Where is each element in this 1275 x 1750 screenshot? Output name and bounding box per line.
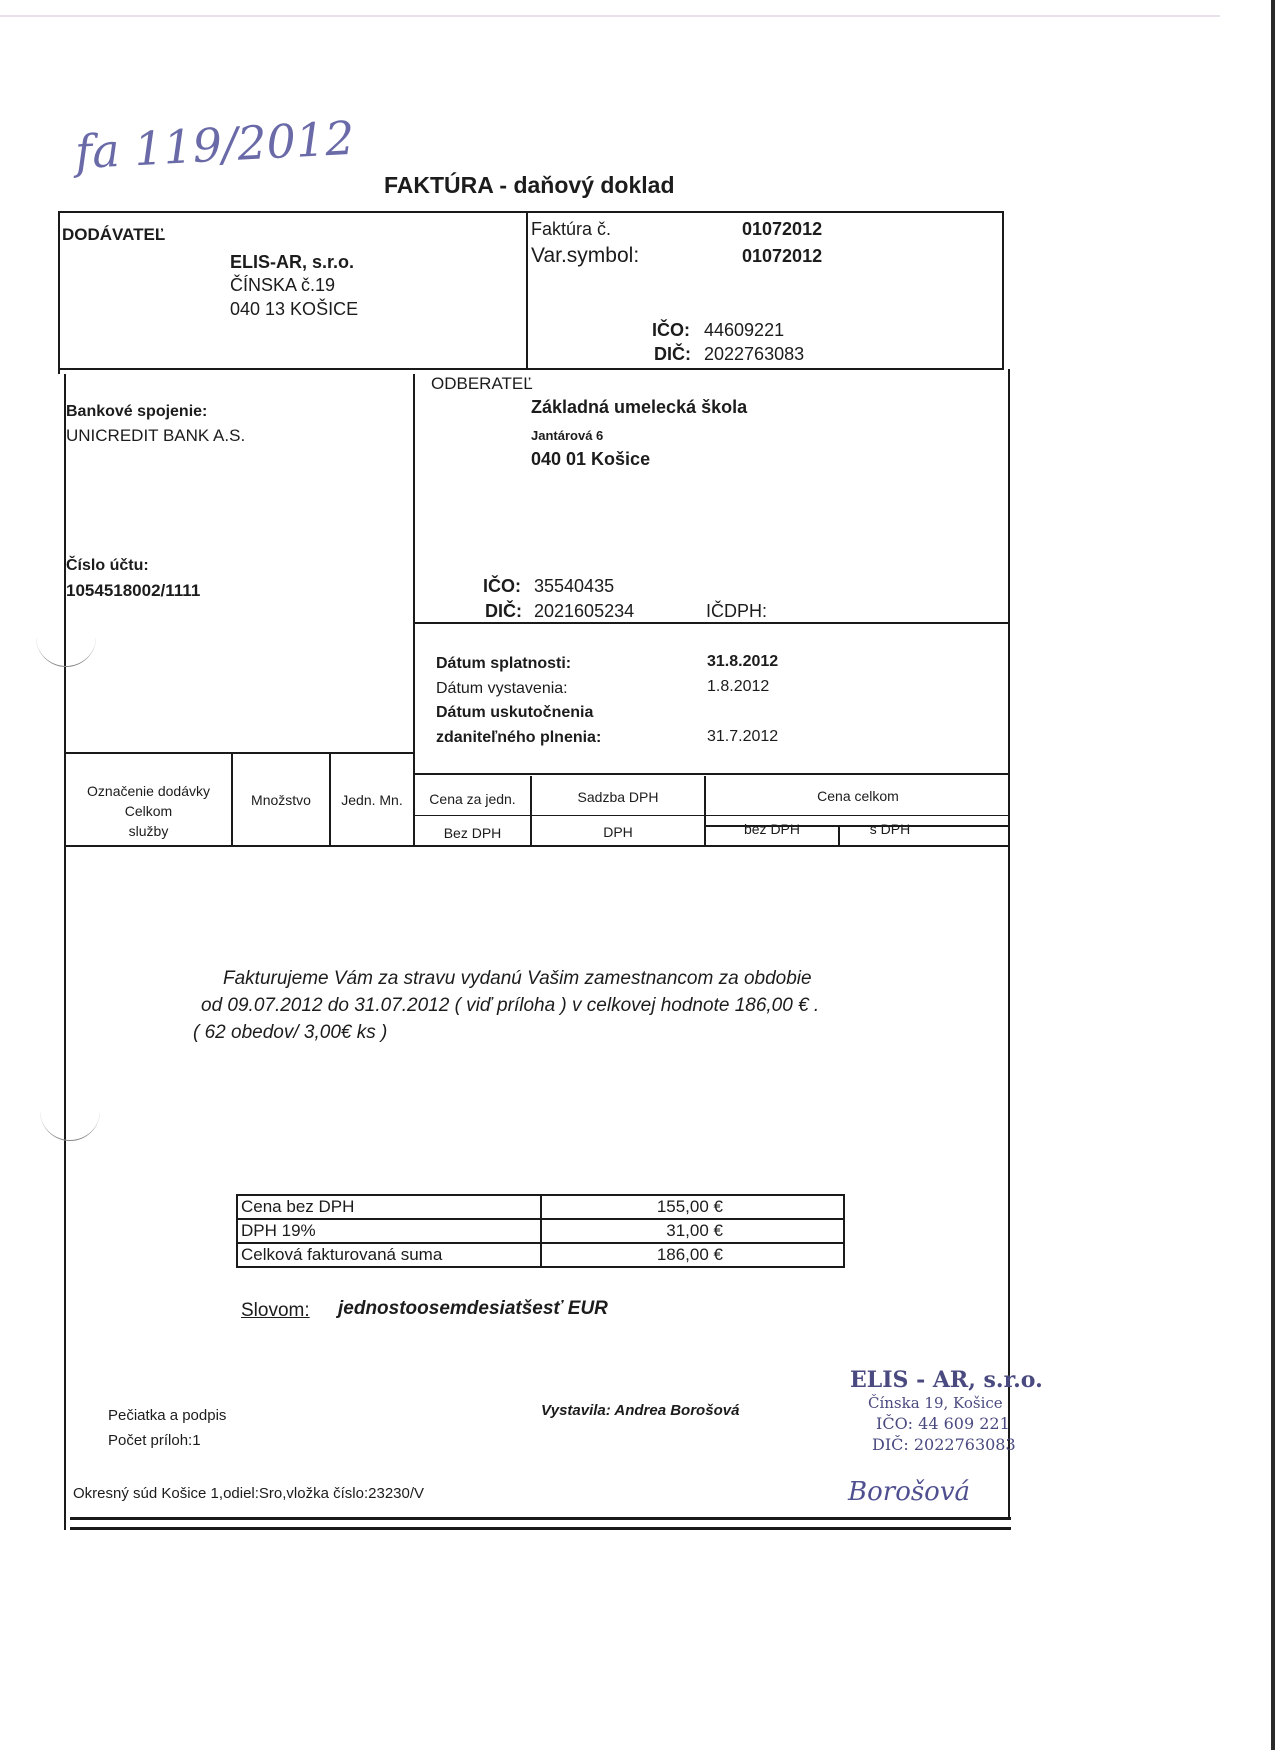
- bank-label: Bankové spojenie:: [66, 403, 208, 420]
- totals-value: 186,00 €: [541, 1243, 844, 1267]
- invoice-number: 01072012: [742, 219, 823, 239]
- issued-date: 1.8.2012: [707, 678, 770, 695]
- body-line-3: ( 62 obedov/ 3,00€ ks ): [193, 1022, 388, 1043]
- col-designation-2: Celkom: [124, 803, 173, 819]
- customer-bottom: [413, 622, 1008, 624]
- in-words-label: Slovom:: [241, 1300, 310, 1321]
- signature: Borošová: [848, 1477, 971, 1507]
- customer-icdph-label: IČDPH:: [706, 601, 768, 621]
- supplier-street: ČÍNSKA č.19: [230, 275, 336, 295]
- supply-date-label-1: Dátum uskutočnenia: [436, 704, 594, 721]
- col-designation-1: Označenie dodávky: [87, 783, 210, 799]
- col-vat-rate-1: Sadzba DPH: [577, 789, 659, 805]
- totals-row: [237, 1243, 844, 1267]
- scan-edge-right: [1271, 0, 1275, 1750]
- supply-date: 31.7.2012: [707, 728, 779, 745]
- bank-name: UNICREDIT BANK A.S.: [66, 426, 246, 445]
- punch-hole-upper: [36, 636, 96, 667]
- totals-label: DPH 19%: [237, 1219, 541, 1243]
- issued-by: Vystavila: Andrea Borošová: [541, 1402, 740, 1419]
- columns-top: [413, 773, 1010, 775]
- frame-right-upper: [1002, 211, 1004, 369]
- body-line-1: Fakturujeme Vám za stravu vydanú Vašim zamestnancom za obdobie: [223, 968, 812, 989]
- customer-street: Jantárová 6: [531, 428, 604, 443]
- supplier-divider: [526, 211, 528, 369]
- totals-label: Celková fakturovaná suma: [237, 1243, 541, 1267]
- court-registration: Okresný súd Košice 1,odiel:Sro,vložka číslo:23230/V: [73, 1485, 425, 1502]
- columns-mid: [413, 815, 1010, 816]
- customer-name: Základná umelecká škola: [531, 397, 748, 417]
- supply-date-label-2: zdaniteľného plnenia:: [436, 729, 602, 746]
- supplier-name: ELIS-AR, s.r.o.: [230, 252, 355, 272]
- dates-left: [413, 624, 415, 776]
- varsym-value: 01072012: [742, 246, 823, 266]
- company-stamp-line-2: Čínska 19, Košice: [868, 1394, 1003, 1412]
- totals-row: [237, 1219, 844, 1243]
- supplier-city: 040 13 KOŠICE: [230, 299, 359, 319]
- totals-label: Cena bez DPH: [237, 1195, 541, 1219]
- company-stamp-line-3: IČO: 44 609 221: [876, 1414, 1010, 1433]
- columns-bottom: [64, 845, 1010, 847]
- frame-left-upper: [58, 211, 60, 374]
- col-total: Cena celkom: [817, 788, 899, 804]
- invoice-number-label: Faktúra č.: [531, 219, 612, 239]
- account-number: 1054518002/1111: [66, 581, 201, 600]
- issued-date-label: Dátum vystavenia:: [436, 680, 568, 697]
- frame-right-lower: [1008, 369, 1010, 1519]
- frame-left-lower: [64, 374, 66, 1530]
- punch-hole-lower: [40, 1110, 100, 1141]
- totals-value: 31,00 €: [541, 1219, 844, 1243]
- supplier-dic: 2022763083: [704, 344, 805, 364]
- customer-dic: 2021605234: [534, 601, 635, 621]
- frame-bottom: [70, 1517, 1011, 1520]
- supplier-dic-label: DIČ:: [654, 344, 691, 364]
- due-date: 31.8.2012: [707, 653, 779, 670]
- supplier-ico-label: IČO:: [652, 320, 690, 340]
- customer-left: [413, 374, 415, 626]
- customer-dic-label: DIČ:: [485, 601, 522, 621]
- totals-value: 155,00 €: [541, 1195, 844, 1219]
- col-designation-3: služby: [128, 823, 169, 839]
- customer-ico-label: IČO:: [483, 576, 521, 596]
- scan-edge-top: [0, 15, 1220, 17]
- attachments-count: Počet príloh:1: [108, 1432, 201, 1449]
- frame-bottom-2: [70, 1527, 1011, 1530]
- varsym-label: Var.symbol:: [531, 244, 640, 267]
- customer-ico: 35540435: [534, 576, 615, 596]
- customer-city: 040 01 Košice: [531, 449, 651, 469]
- col-unit-price-2: Bez DPH: [443, 825, 502, 841]
- col-quantity: Množstvo: [251, 792, 311, 808]
- col-vat-rate-2: DPH: [603, 824, 633, 840]
- invoice-title: FAKTÚRA - daňový doklad: [384, 172, 675, 198]
- in-words-value: jednostoosemdesiatšesť EUR: [338, 1298, 608, 1319]
- company-stamp-line-4: DIČ: 2022763083: [872, 1435, 1016, 1454]
- frame-top: [58, 211, 1004, 213]
- totals-row: [237, 1195, 844, 1219]
- bank-bottom: [64, 752, 414, 754]
- stamp-sign-label: Pečiatka a podpis: [108, 1407, 227, 1424]
- company-stamp-line-1: ELIS - AR, s.r.o.: [850, 1367, 1043, 1393]
- supplier-ico: 44609221: [704, 320, 785, 340]
- customer-heading: ODBERATEĽ: [431, 374, 533, 393]
- col-unit: Jedn. Mn.: [341, 792, 403, 808]
- col-total-with-vat: s DPH: [869, 821, 911, 837]
- supplier-heading: DODÁVATEĽ: [62, 225, 166, 244]
- account-label: Číslo účtu:: [66, 557, 149, 574]
- col-unit-price-1: Cena za jedn.: [429, 791, 516, 807]
- due-date-label: Dátum splatnosti:: [436, 655, 572, 672]
- totals-table: [236, 1194, 845, 1268]
- col-total-without-vat: bez DPH: [743, 821, 801, 837]
- handwritten-reference: fa 119/2012: [73, 110, 356, 180]
- supplier-bottom: [58, 368, 1004, 370]
- body-line-2: od 09.07.2012 do 31.07.2012 ( viď príloha ) v celkovej hodnote 186,00 € .: [201, 995, 820, 1016]
